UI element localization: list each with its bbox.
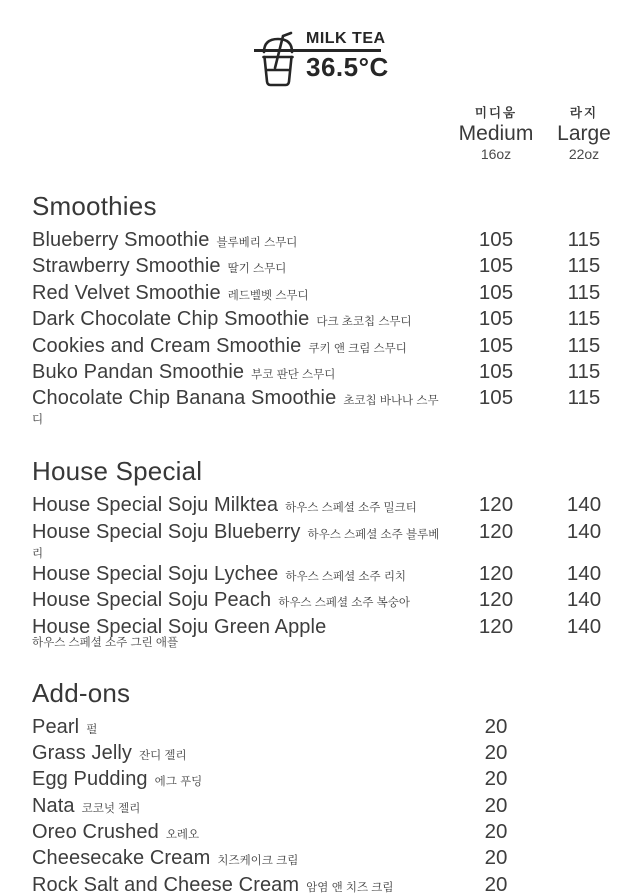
size-oz-label: 22oz: [568, 146, 600, 162]
logo: [259, 28, 389, 88]
item-price-large: 115: [567, 359, 601, 383]
item-name-cell: [32, 847, 452, 870]
item-korean: 하우스 스페셜 소주 밀크티: [285, 502, 417, 515]
item-korean: 딸기 스무디: [227, 263, 287, 276]
item-name-cell: [32, 821, 452, 844]
menu-item-row: [32, 794, 628, 820]
item-korean: 암염 앤 치즈 크림: [306, 881, 394, 894]
item-name-cell: [32, 494, 452, 517]
item-price-medium: 120: [478, 561, 514, 585]
item-name-cell: [32, 387, 452, 428]
menu-item-row: [32, 334, 628, 360]
item-name: Strawberry Smoothie: [32, 255, 221, 278]
item-korean: 코코넛 젤리: [81, 802, 141, 815]
logo-brand: MILK TEA: [306, 30, 386, 47]
item-name: Nata: [32, 794, 75, 817]
item-name: Oreo Crushed: [32, 821, 159, 844]
item-name-cell: [32, 716, 452, 739]
menu-item-row: [32, 228, 628, 254]
item-price-medium: 20: [484, 714, 508, 738]
item-name-cell: [32, 255, 452, 278]
item-name-cell: [32, 589, 452, 612]
section-title: Smoothies: [32, 191, 157, 221]
menu-section: [32, 456, 628, 649]
item-name: House Special Soju Lychee: [32, 562, 279, 585]
item-price-medium: 120: [478, 614, 514, 638]
item-price-medium: 120: [478, 588, 514, 612]
section-title: House Special: [32, 456, 203, 487]
item-name-cell: [32, 563, 452, 586]
item-name-cell: [32, 521, 452, 562]
item-korean: 쿠키 앤 크림 스무디: [308, 342, 407, 355]
size-korean-label: 미디움: [474, 106, 518, 120]
menu-item-row: [32, 846, 628, 872]
logo-text: [297, 28, 389, 82]
section-rows: [32, 493, 628, 649]
item-korean: 하우스 스페셜 소주 복숭아: [278, 597, 411, 610]
item-name-cell: [32, 874, 452, 896]
item-name-cell: [32, 795, 452, 818]
menu-item-row: [32, 307, 628, 333]
item-price-medium: 105: [478, 359, 514, 383]
item-price-medium: 120: [478, 519, 514, 543]
item-name: Chocolate Chip Banana Smoothie: [32, 387, 337, 410]
item-price-large: 140: [566, 519, 602, 543]
section-rows: [32, 228, 628, 428]
item-price-large: 115: [567, 254, 601, 278]
menu-item-row: [32, 562, 628, 588]
item-korean: 레드벨벳 스무디: [227, 289, 309, 302]
size-column-medium: [452, 105, 540, 163]
item-name: House Special Soju Blueberry: [32, 520, 301, 543]
size-english-label: Large: [557, 122, 611, 145]
item-korean: 부코 판단 스무디: [251, 368, 336, 381]
item-name: Rock Salt and Cheese Cream: [32, 873, 300, 896]
menu-item-row: [32, 493, 628, 519]
item-price-medium: 105: [478, 280, 514, 304]
item-name: House Special Soju Green Apple: [32, 615, 327, 638]
item-name-cell: [32, 742, 452, 765]
item-korean: 오레오: [165, 829, 200, 842]
item-price-large: 140: [566, 614, 602, 638]
menu-item-row: [32, 386, 628, 428]
menu-item-row: [32, 254, 628, 280]
menu-item-row: [32, 820, 628, 846]
item-price-medium: 20: [484, 872, 508, 896]
item-name: House Special Soju Milktea: [32, 494, 279, 517]
item-korean: 치즈케이크 크림: [217, 855, 299, 868]
logo-temperature: 36.5°C: [306, 52, 389, 82]
item-korean: 잔디 젤리: [139, 749, 187, 762]
milk-tea-cup-icon: [259, 30, 297, 88]
size-column-large: [540, 105, 628, 163]
menu-item-row: [32, 741, 628, 767]
item-korean: 다크 초코칩 스무디: [316, 316, 412, 329]
item-korean: 하우스 스페셜 소주 리치: [285, 570, 407, 583]
item-price-large: 140: [566, 588, 602, 612]
item-name-cell: [32, 335, 452, 358]
item-name: House Special Soju Peach: [32, 589, 272, 612]
item-price-medium: 105: [478, 333, 514, 357]
menu-section: [32, 191, 628, 428]
menu-item-row: [32, 767, 628, 793]
item-korean: 초코칩 바나나 스무디: [32, 395, 439, 427]
item-price-medium: 20: [484, 793, 508, 817]
menu-item-row: [32, 615, 628, 650]
item-name: Cookies and Cream Smoothie: [32, 334, 302, 357]
section-title: Add-ons: [32, 677, 131, 708]
item-korean: 블루베리 스무디: [216, 237, 298, 249]
item-name: Pearl: [32, 715, 80, 738]
size-korean-label: 라지: [569, 106, 599, 120]
item-korean: 펄: [86, 723, 98, 736]
item-price-large: 115: [567, 386, 601, 410]
item-price-medium: 20: [484, 767, 508, 791]
item-name-cell: [32, 361, 452, 384]
item-name: Buko Pandan Smoothie: [32, 360, 245, 383]
item-name: Egg Pudding: [32, 768, 148, 791]
size-oz-label: 16oz: [480, 146, 512, 162]
item-name-cell: [32, 768, 452, 791]
item-price-large: 140: [566, 493, 602, 517]
item-name: Blueberry Smoothie: [32, 229, 210, 251]
item-korean: 에그 푸딩: [154, 776, 203, 789]
item-price-medium: 20: [484, 740, 508, 764]
item-price-medium: 105: [478, 307, 514, 331]
menu-item-row: [32, 873, 628, 896]
size-english-label: Medium: [458, 122, 534, 145]
item-name-cell: [32, 282, 452, 305]
item-name: Grass Jelly: [32, 741, 133, 764]
item-price-large: 115: [567, 228, 601, 251]
item-korean: 하우스 스페셜 소주 그린 애플: [32, 636, 179, 649]
menu-sections: [0, 191, 640, 896]
item-price-medium: 105: [478, 228, 514, 251]
menu-section: [32, 678, 628, 896]
item-price-medium: 120: [478, 493, 514, 517]
item-price-medium: 105: [478, 254, 514, 278]
item-price-medium: 105: [478, 386, 514, 410]
size-header: [0, 88, 640, 163]
item-price-large: 115: [567, 307, 601, 331]
item-name-cell: [32, 229, 452, 252]
item-name: Red Velvet Smoothie: [32, 281, 221, 304]
menu-item-row: [32, 281, 628, 307]
menu-item-row: [32, 715, 628, 741]
item-price-medium: 20: [484, 846, 508, 870]
menu-item-row: [32, 360, 628, 386]
item-korean: 하우스 스페셜 소주 블루베리: [32, 528, 440, 560]
item-price-medium: 20: [484, 820, 508, 844]
section-rows: [32, 715, 628, 896]
menu-item-row: [32, 588, 628, 614]
item-name: Cheesecake Cream: [32, 847, 211, 870]
item-name-cell: [32, 616, 452, 650]
item-price-large: 115: [567, 280, 601, 304]
item-name-cell: [32, 308, 452, 331]
item-name: Dark Chocolate Chip Smoothie: [32, 308, 310, 331]
item-price-large: 115: [567, 333, 601, 357]
menu-item-row: [32, 520, 628, 562]
logo-underline: [254, 49, 381, 52]
item-price-large: 140: [566, 561, 602, 585]
